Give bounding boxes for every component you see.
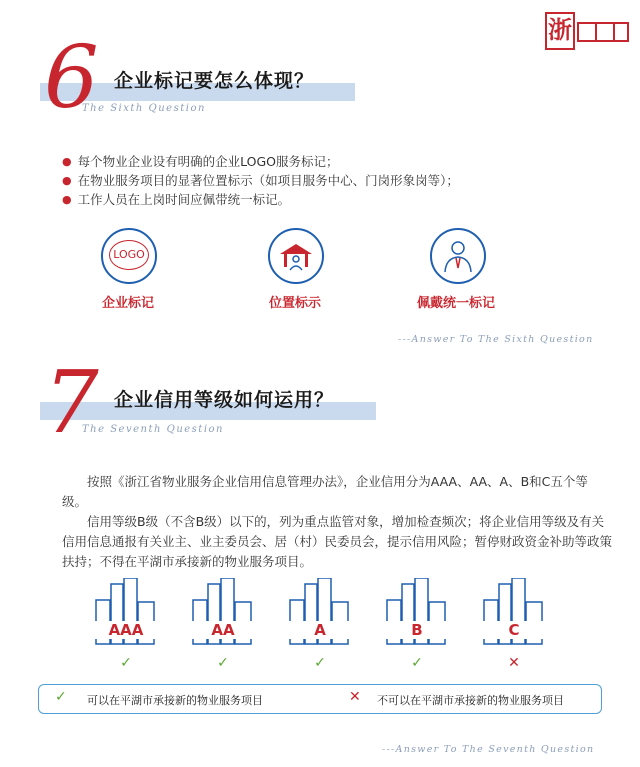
question-subtitle: The Seventh Question xyxy=(82,424,224,435)
icon-label: 位置标示 xyxy=(268,296,321,311)
legend-box xyxy=(38,684,602,714)
logo-icon: LOGO xyxy=(101,228,157,284)
legend-no-text: 不可以在平湖市承接新的物业服务项目 xyxy=(377,694,564,707)
cross-icon: ✕ xyxy=(508,655,520,671)
icon-label: 佩戴统一标记 xyxy=(416,296,495,311)
answer-caption: ---Answer To The Sixth Question xyxy=(398,334,594,345)
question-number: 6 xyxy=(44,28,99,128)
check-icon: ✓ xyxy=(120,655,132,671)
seal-stamp xyxy=(545,12,627,48)
list-item: ● 每个物业企业设有明确的企业LOGO服务标记； xyxy=(62,154,339,169)
seal-box xyxy=(613,22,629,42)
grade-label: C xyxy=(483,621,545,639)
paragraph: 按照《浙江省物业服务企业信用信息管理办法》，企业信用分为AAA、AA、A、B和C五个等级。 xyxy=(62,474,588,509)
person-badge-icon xyxy=(430,228,486,284)
check-icon: ✓ xyxy=(314,655,326,671)
grade-label: A xyxy=(289,621,351,639)
question-subtitle: The Sixth Question xyxy=(82,103,206,114)
list-item: ● 在物业服务项目的显著位置标示（如项目服务中心、门岗形象岗等）； xyxy=(62,173,459,188)
question-title: 企业信用等级如何运用？ xyxy=(114,389,335,411)
cross-icon: ✕ xyxy=(349,689,361,705)
legend-yes-text: 可以在平湖市承接新的物业服务项目 xyxy=(87,694,263,707)
seal-glyph: 浙 xyxy=(545,12,575,50)
question-number: 7 xyxy=(44,353,99,453)
list-item: ● 工作人员在上岗时间应佩带统一标记。 xyxy=(62,192,291,207)
icon-label: 企业标记 xyxy=(101,296,154,311)
check-icon: ✓ xyxy=(411,655,423,671)
seal-box xyxy=(577,22,597,42)
grade-label: B xyxy=(386,621,448,639)
answer-caption: ---Answer To The Seventh Question xyxy=(382,744,595,755)
grade-label: AA xyxy=(192,621,254,639)
check-icon: ✓ xyxy=(55,689,67,705)
check-icon: ✓ xyxy=(217,655,229,671)
grade-label: AAA xyxy=(95,621,157,639)
question-title: 企业标记要怎么体现？ xyxy=(114,70,315,92)
paragraph: 信用等级B级（不含B级）以下的，列为重点监管对象，增加检查频次；将企业信用等级及有关信用信息通报有关业主、业主委员会、居（村）民委员会，提示信用风险；暂停财政资金补助等政策扶持；不得在平湖市承接新的物业服务项目。 xyxy=(62,514,613,569)
building-icon xyxy=(268,228,324,284)
bullet-list xyxy=(62,152,459,209)
seal-box xyxy=(595,22,615,42)
